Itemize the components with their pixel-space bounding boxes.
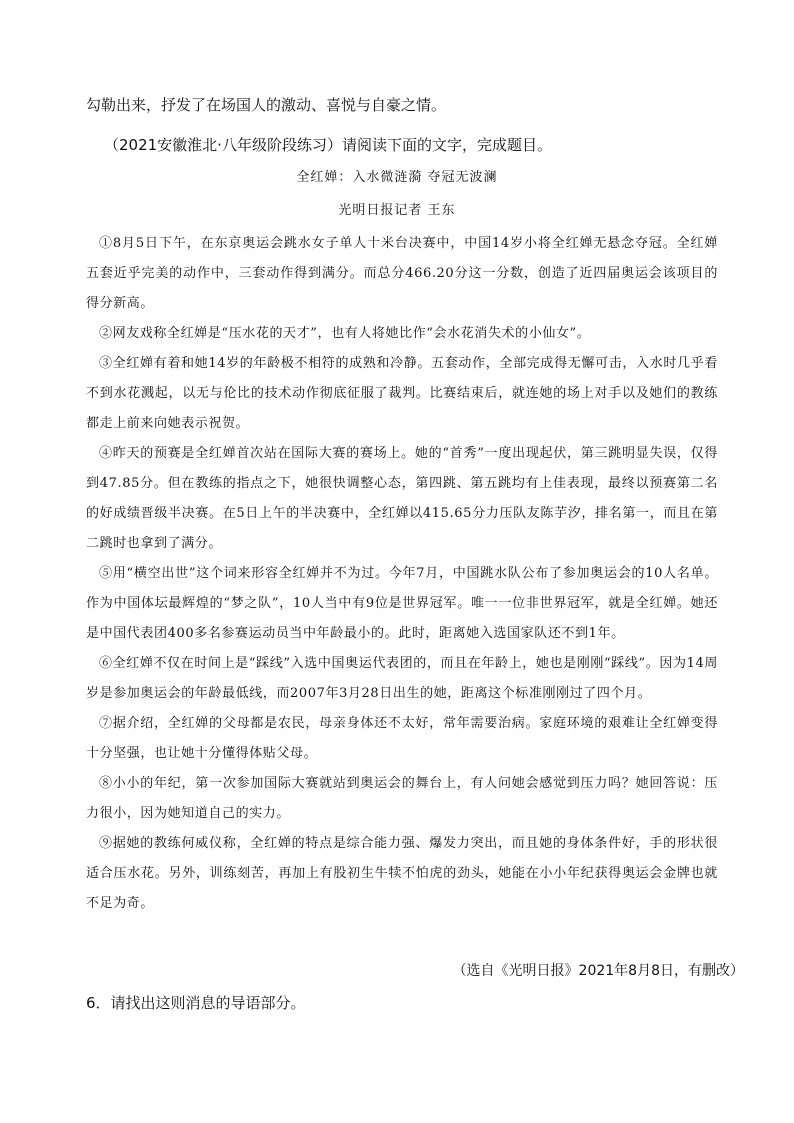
exercise-heading: （2021安徽淮北·八年级阶段练习）请阅读下面的文字，完成题目。 [104, 136, 552, 154]
source-note: （选自《光明日报》2021年8月8日，有删改） [452, 963, 744, 979]
intro-fragment: 勾勒出来，抒发了在场国人的激动、喜悦与自豪之情。 [86, 96, 447, 114]
paragraph-6: ⑥全红婵不仅在时间上是“踩线”入选中国奥运代表团的，而且在年龄上，她也是刚刚“踩线”。因为14周岁是参加奥运会的年龄最低线，而2007年3月28日出生的她，距离这个标准刚刚过了四个月。 [86, 656, 718, 701]
paragraph-3: ③全红婵有着和她14岁的年龄极不相符的成熟和冷静。五套动作，全部完成得无懈可击，入水时几乎看不到水花溅起，以无与伦比的技术动作彻底征服了裁判。比赛结束后，就连她的场上对手以及她们的教练都走上前来向她表示祝贺。 [86, 356, 718, 431]
article-byline: 光明日报记者 王东 [338, 203, 456, 218]
paragraph-4: ④昨天的预赛是全红婵首次站在国际大赛的赛场上。她的“首秀”一度出现起伏，第三跳明显失误，仅得到47.85分。但在教练的指点之下，她很快调整心态，第四跳、第五跳均有上佳表现，最终以预赛第二名的好成绩晋级半决赛。在5日上午的半决赛中，全红婵以415.65分力压队友陈芋汐，排名第一，而且在第二跳时也拿到了满分。 [86, 446, 718, 551]
paragraph-7: ⑦据介绍，全红婵的父母都是农民，母亲身体还不太好，常年需要治病。家庭环境的艰难让全红婵变得十分坚强，也让她十分懂得体贴父母。 [86, 716, 718, 761]
question-6: 6．请找出这则消息的导语部分。 [86, 994, 306, 1012]
paragraph-1: ①8月5日下午，在东京奥运会跳水女子单人十米台决赛中，中国14岁小将全红婵无悬念夺冠。全红婵五套近乎完美的动作中，三套动作得到满分。而总分466.20分这一分数，创造了近四届奥运会该项目的得分新高。 [86, 236, 718, 311]
paragraph-5: ⑤用“横空出世”这个词来形容全红婵并不为过。今年7月，中国跳水队公布了参加奥运会的10人名单。作为中国体坛最辉煌的“梦之队”，10人当中有9位是世界冠军。唯一一位非世界冠军，就是全红婵。她还是中国代表团400多名参赛运动员当中年龄最小的。此时，距离她入选国家队还不到1年。 [86, 566, 718, 641]
paragraph-9: ⑨据她的教练何威仪称，全红婵的特点是综合能力强、爆发力突出，而且她的身体条件好，手的形状很适合压水花。另外，训练刻苦，再加上有股初生牛犊不怕虎的劲头，她能在小小年纪获得奥运会金牌也就不足为奇。 [86, 836, 718, 911]
paragraph-8: ⑧小小的年纪，第一次参加国际大赛就站到奥运会的舞台上，有人问她会感觉到压力吗？她回答说：压力很小，因为她知道自己的实力。 [86, 776, 718, 821]
paragraph-2: ②网友戏称全红婵是“压水花的天才”，也有人将她比作“会水花消失术的小仙女”。 [99, 326, 591, 341]
article-body [86, 229, 718, 919]
article-title: 全红婵：入水微涟漪 夺冠无波澜 [296, 170, 498, 185]
